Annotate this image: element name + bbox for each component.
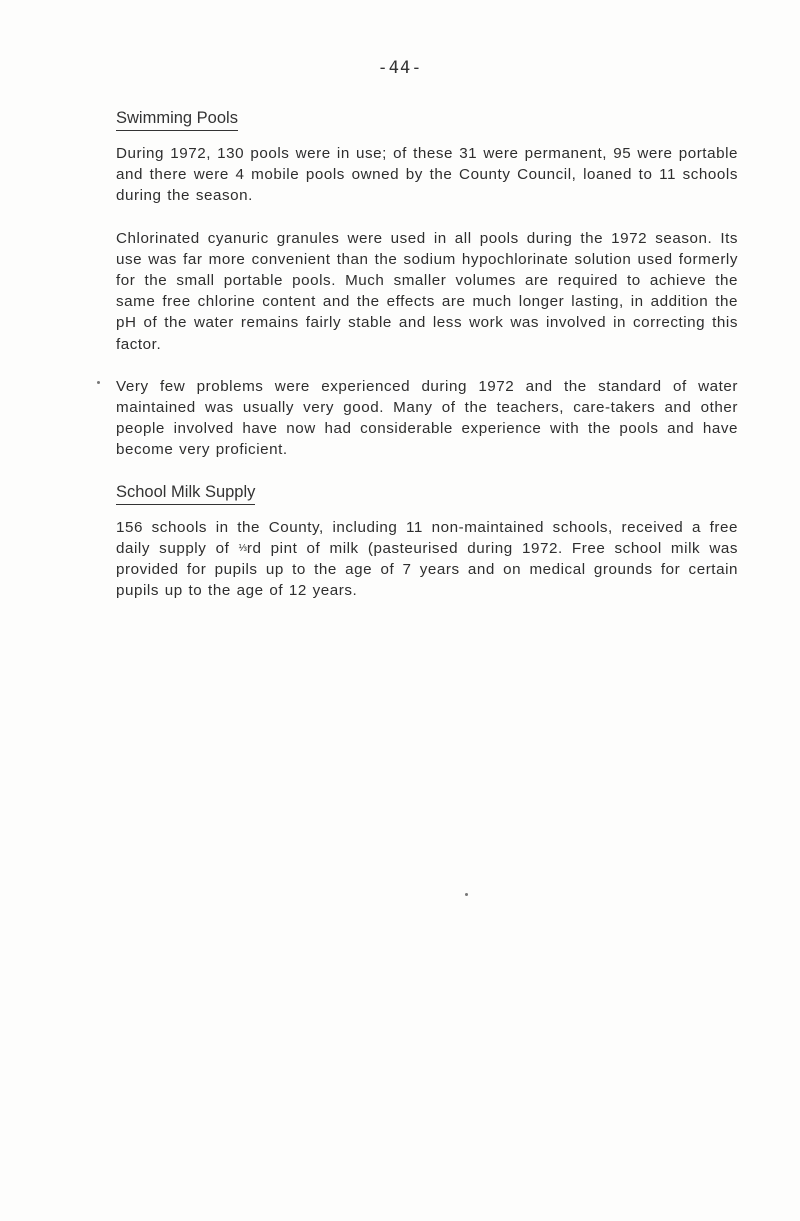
scan-speck: [465, 893, 468, 896]
paragraph-milk-supply: [116, 517, 738, 602]
section-heading-swimming-pools: Swimming Pools: [116, 109, 238, 131]
section-heading-school-milk-supply: School Milk Supply: [116, 483, 255, 505]
paragraph-pools-in-use: During 1972, 130 pools were in use; of these 31 were permanent, 95 were portable and there were 4 mobile pools owned by the County Council, loaned to 11 schools during the season.: [116, 145, 738, 205]
paragraph-few-problems: Very few problems were experienced during 1972 and the standard of water maintained was usually very good. Many of the teachers, care-takers and other people involved have now had considerable experience with the pools and have become very proficient.: [116, 377, 738, 459]
page-content: [116, 108, 738, 622]
section-swimming-pools: [116, 108, 738, 461]
fraction-one-third: ⅓: [238, 542, 247, 554]
paragraph-chlorinated-granules: Chlorinated cyanuric granules were used in all pools during the 1972 season. Its use was far more convenient than the sodium hypochlorinate solution used formerly for the small portable pools. Much smaller volumes are required to achieve the same free chlorine content and the effects are much longer lasting, in addition the pH of the water remains fairly stable and less work was involved in correcting this factor.: [116, 229, 738, 353]
scan-speck: [97, 381, 100, 384]
milk-text-end: rd pint of milk (pasteurised during 1972. Free school milk was provided for pupils up to the age of 7 years and on medical grounds for certain pupils up to the age of 12 years.: [116, 539, 738, 600]
section-school-milk-supply: [116, 482, 738, 602]
page-number: -44-: [377, 58, 423, 78]
milk-text-start: 156 schools in the County, including 11 non-maintained schools, received a free daily supply of: [116, 518, 738, 557]
